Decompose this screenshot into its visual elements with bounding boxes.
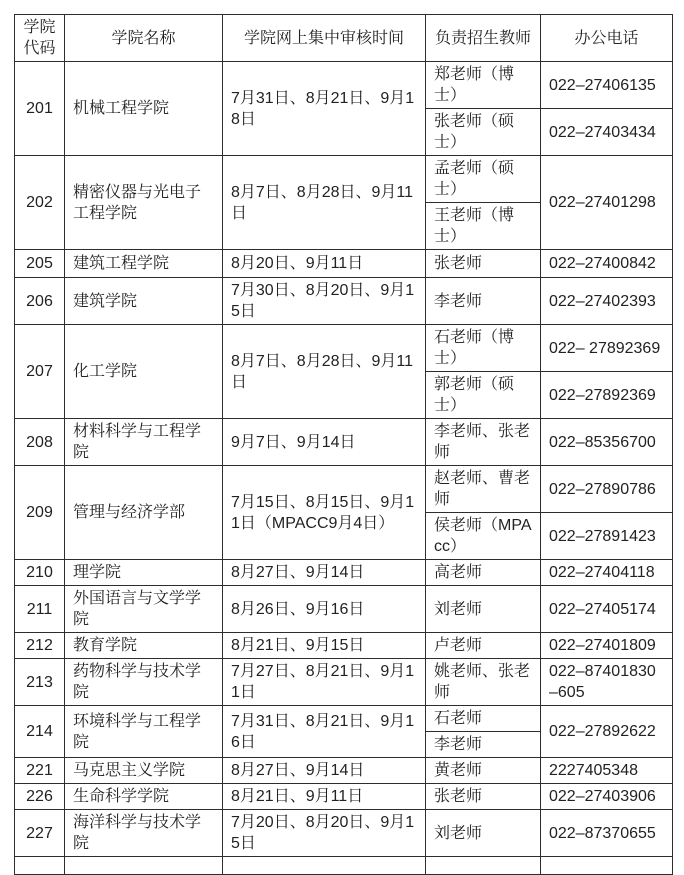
cell-phone: 022– 27892369: [541, 325, 673, 372]
cell-name: 环境科学与工程学院: [65, 706, 223, 758]
cell-phone: 022–27405174: [541, 586, 673, 633]
cell-name: 化工学院: [65, 325, 223, 419]
cell-teacher: 高老师: [426, 560, 541, 586]
cell-name: 机械工程学院: [65, 62, 223, 156]
cell-code: 209: [15, 466, 65, 560]
cell-time: 8月20日、9月11日: [223, 250, 426, 278]
table-row: [15, 419, 673, 466]
table-row: [15, 250, 673, 278]
cell-time: 8月26日、9月16日: [223, 586, 426, 633]
cell-phone: 022–27406135: [541, 62, 673, 109]
cell-phone: 022–27404118: [541, 560, 673, 586]
cell-code: 226: [15, 784, 65, 810]
cell-name: 药物科学与技术学院: [65, 659, 223, 706]
cell-teacher: 李老师: [426, 732, 541, 758]
cell-phone: 2227405348: [541, 758, 673, 784]
cell-name: 建筑工程学院: [65, 250, 223, 278]
cell-phone: 022–27402393: [541, 278, 673, 325]
cell-code: 227: [15, 810, 65, 857]
cell-time: 8月7日、8月28日、9月11日: [223, 156, 426, 250]
cell-phone: 022–27403434: [541, 109, 673, 156]
table-row: [15, 325, 673, 372]
cell-name: [65, 857, 223, 875]
cell-code: 206: [15, 278, 65, 325]
cell-teacher: 李老师、张老师: [426, 419, 541, 466]
cell-phone: 022–27890786: [541, 466, 673, 513]
cell-code: 201: [15, 62, 65, 156]
table-row: [15, 278, 673, 325]
cell-teacher: 张老师（硕士）: [426, 109, 541, 156]
cell-name: 教育学院: [65, 633, 223, 659]
cell-teacher: 赵老师、曹老师: [426, 466, 541, 513]
cell-teacher: 孟老师（硕士）: [426, 156, 541, 203]
cell-code: 202: [15, 156, 65, 250]
cell-teacher: 黄老师: [426, 758, 541, 784]
cell-phone: 022–27891423: [541, 513, 673, 560]
cell-time: 8月27日、9月14日: [223, 560, 426, 586]
table-row-partial: [15, 857, 673, 875]
cell-teacher: 刘老师: [426, 810, 541, 857]
cell-phone: 022–27401809: [541, 633, 673, 659]
header-cell-teacher: 负责招生教师: [426, 15, 541, 62]
cell-time: 8月21日、9月15日: [223, 633, 426, 659]
cell-name: 外国语言与文学学院: [65, 586, 223, 633]
cell-code: 205: [15, 250, 65, 278]
cell-teacher: 郑老师（博士）: [426, 62, 541, 109]
table-row: [15, 810, 673, 857]
table-row: [15, 784, 673, 810]
cell-time: 7月30日、8月20日、9月15日: [223, 278, 426, 325]
cell-phone: 022–87370655: [541, 810, 673, 857]
table-row: [15, 633, 673, 659]
table-row: [15, 156, 673, 203]
cell-code: 207: [15, 325, 65, 419]
cell-code: 210: [15, 560, 65, 586]
cell-phone: [541, 857, 673, 875]
cell-name: 精密仪器与光电子工程学院: [65, 156, 223, 250]
table-row: [15, 659, 673, 706]
cell-teacher: 郭老师（硕士）: [426, 372, 541, 419]
cell-teacher: 刘老师: [426, 586, 541, 633]
cell-code: 213: [15, 659, 65, 706]
cell-teacher: 李老师: [426, 278, 541, 325]
table-row: [15, 560, 673, 586]
header-cell-code: 学院代码: [15, 15, 65, 62]
cell-time: 7月27日、8月21日、9月11日: [223, 659, 426, 706]
cell-teacher: [426, 857, 541, 875]
header-row: [15, 15, 673, 62]
cell-phone: 022–87401830–605: [541, 659, 673, 706]
cell-name: 马克思主义学院: [65, 758, 223, 784]
cell-teacher: 姚老师、张老师: [426, 659, 541, 706]
table-body: [15, 62, 673, 875]
cell-name: 管理与经济学部: [65, 466, 223, 560]
cell-phone: 022–27403906: [541, 784, 673, 810]
cell-code: 214: [15, 706, 65, 758]
cell-code: [15, 857, 65, 875]
cell-phone: 022–85356700: [541, 419, 673, 466]
table-row: [15, 706, 673, 732]
cell-name: 海洋科学与技术学院: [65, 810, 223, 857]
cell-time: [223, 857, 426, 875]
cell-time: 7月20日、8月20日、9月15日: [223, 810, 426, 857]
cell-time: 7月31日、8月21日、9月16日: [223, 706, 426, 758]
cell-phone: 022–27892622: [541, 706, 673, 758]
cell-phone: 022–27400842: [541, 250, 673, 278]
table-row: [15, 758, 673, 784]
cell-name: 理学院: [65, 560, 223, 586]
college-review-table: [14, 14, 673, 875]
cell-phone: 022–27892369: [541, 372, 673, 419]
cell-code: 221: [15, 758, 65, 784]
table-row: [15, 62, 673, 109]
cell-name: 材料科学与工程学院: [65, 419, 223, 466]
table-row: [15, 466, 673, 513]
cell-teacher: 石老师: [426, 706, 541, 732]
header-cell-time: 学院网上集中审核时间: [223, 15, 426, 62]
cell-name: 生命科学学院: [65, 784, 223, 810]
table-header: [15, 15, 673, 62]
cell-code: 212: [15, 633, 65, 659]
college-review-table-wrap: [14, 14, 674, 852]
cell-teacher: 张老师: [426, 784, 541, 810]
cell-phone: 022–27401298: [541, 156, 673, 250]
cell-teacher: 王老师（博士）: [426, 203, 541, 250]
cell-time: 8月27日、9月14日: [223, 758, 426, 784]
cell-teacher: 卢老师: [426, 633, 541, 659]
cell-teacher: 侯老师（MPAcc）: [426, 513, 541, 560]
cell-name: 建筑学院: [65, 278, 223, 325]
cell-time: 7月15日、8月15日、9月11日（MPACC9月4日）: [223, 466, 426, 560]
cell-teacher: 张老师: [426, 250, 541, 278]
cell-time: 9月7日、9月14日: [223, 419, 426, 466]
header-cell-name: 学院名称: [65, 15, 223, 62]
cell-code: 211: [15, 586, 65, 633]
cell-time: 8月7日、8月28日、9月11日: [223, 325, 426, 419]
table-row: [15, 586, 673, 633]
header-cell-phone: 办公电话: [541, 15, 673, 62]
cell-time: 8月21日、9月11日: [223, 784, 426, 810]
cell-teacher: 石老师（博士）: [426, 325, 541, 372]
cell-time: 7月31日、8月21日、9月18日: [223, 62, 426, 156]
cell-code: 208: [15, 419, 65, 466]
